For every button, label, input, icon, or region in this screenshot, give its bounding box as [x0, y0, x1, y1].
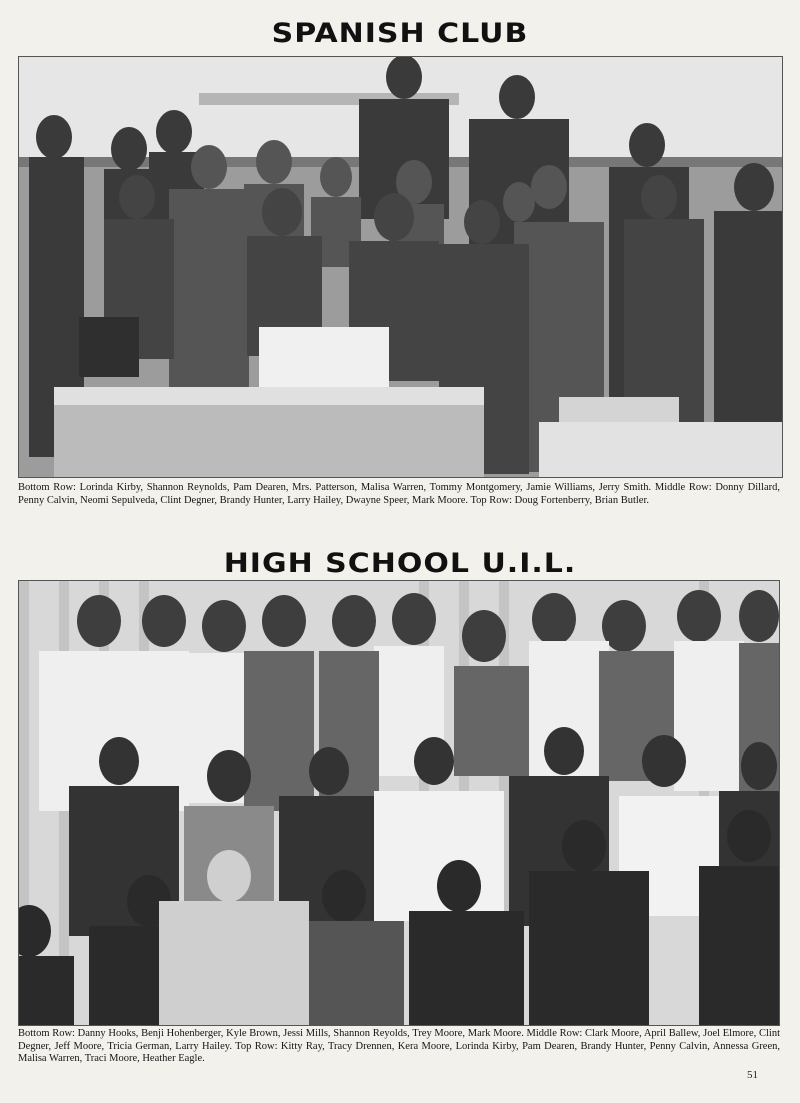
page-number: 51: [747, 1069, 758, 1081]
spanish-club-caption: Bottom Row: Lorinda Kirby, Shannon Reynolds, Pam Dearen, Mrs. Patterson, Malisa Warren, Tommy Montgomery, Jamie Williams, Jerry Smith. Middle Row: Donny Dillard, Penny Calvin, Neomi Sepulveda, Clint Degner, Brandy Hunter, Larry Hailey, Dwayne Speer, Mark Moore. Top Row: Doug Fortenberry, Brian Butler.: [18, 482, 780, 506]
uil-group-photo: [18, 580, 780, 1026]
uil-photo-art: [19, 581, 779, 1025]
spanish-club-heading: SPANISH CLUB: [271, 17, 529, 50]
spanish-club-group-photo: [18, 56, 783, 478]
spanish-club-photo-art: [19, 57, 782, 477]
uil-heading: HIGH SCHOOL U.I.L.: [223, 547, 577, 580]
uil-caption: Bottom Row: Danny Hooks, Benji Hohenberger, Kyle Brown, Jessi Mills, Shannon Reyolds, Trey Moore, Mark Moore. Middle Row: Clark Moore, April Ballew, Joel Elmore, Clint Degner, Jeff Moore, Tricia German, Larry Hailey. Top Row: Kitty Ray, Tracy Drennen, Kera Moore, Lorinda Kirby, Pam Dearen, Brandy Hunter, Penny Calvin, Annessa Green, Malisa Warren, Traci Moore, Heather Eagle.: [18, 1028, 780, 1064]
